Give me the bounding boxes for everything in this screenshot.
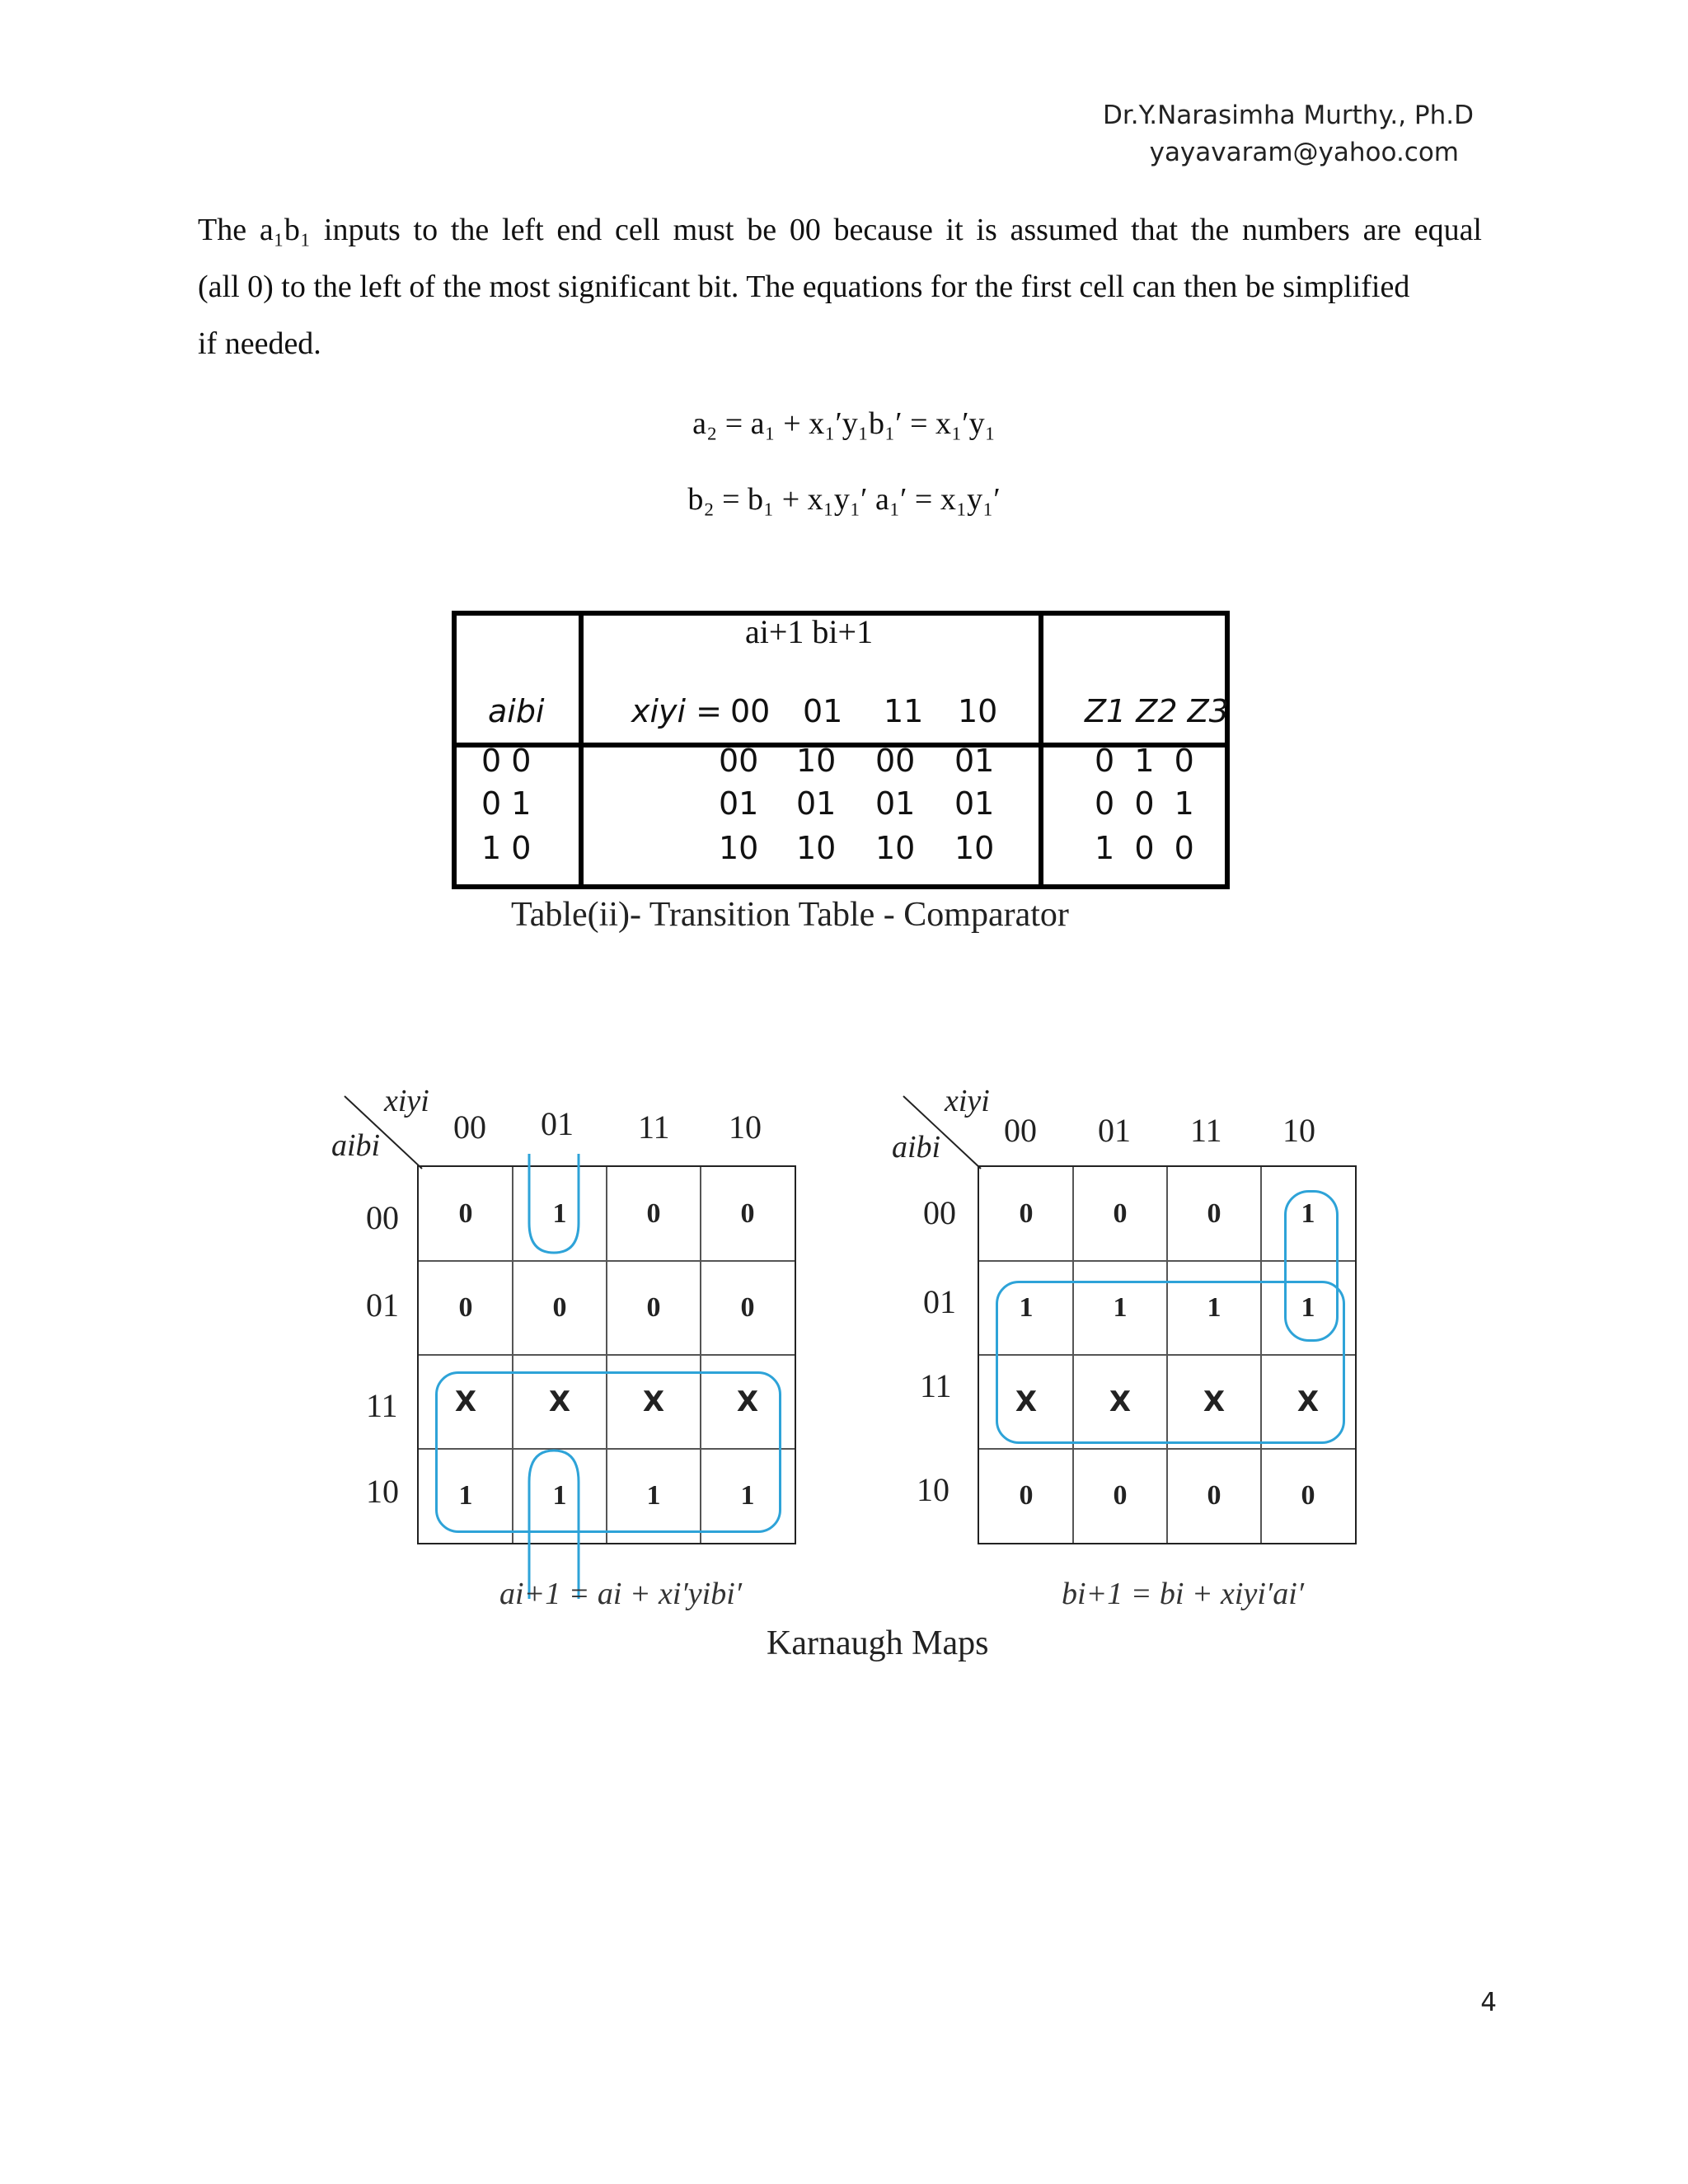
equation-a2: a₂ = a₁ + x₁′y₁b₁′ = x₁′y₁ [692, 406, 996, 441]
row-ab: 0 1 [481, 785, 532, 822]
row-z: 1 0 0 [1095, 830, 1194, 866]
row-next: 10 [954, 830, 995, 866]
kmap-row-label: 01 [923, 1283, 956, 1320]
kmap-col-label: 00 [1004, 1112, 1037, 1149]
kmap-cell: 1 [1019, 1292, 1034, 1323]
kmaps-caption: Karnaugh Maps [767, 1624, 989, 1662]
kmap-cell: X [548, 1385, 571, 1418]
row-next: 10 [796, 830, 837, 866]
kmap-col-var: xiyi [384, 1084, 429, 1118]
kmap-col-label: 10 [729, 1108, 762, 1146]
kmap-a [330, 1084, 824, 1624]
kmap-col-label: 11 [638, 1108, 670, 1146]
kmap-cell: 0 [1301, 1480, 1315, 1511]
kmap-group-loop [435, 1371, 781, 1533]
next-state-label: ai+1 bi+1 [745, 613, 874, 650]
kmap-row-label: 10 [917, 1471, 950, 1508]
kmap-row-label: 00 [923, 1194, 956, 1231]
row-next: 10 [875, 830, 916, 866]
author-name: Dr.Y.Narasimha Murthy., Ph.D [1102, 101, 1474, 130]
kmap-cell: X [1296, 1385, 1320, 1418]
row-next: 00 [875, 743, 916, 779]
xy-col-01: 01 [803, 693, 843, 729]
kmap-cell: 0 [1019, 1198, 1034, 1229]
page-number: 4 [1480, 1988, 1497, 2018]
kmap-cell: 0 [1019, 1480, 1034, 1511]
z-output-label: Z1 Z2 Z3 [1085, 693, 1229, 729]
kmap-col-var: xiyi [945, 1084, 990, 1118]
kmap-cell: X [1109, 1385, 1132, 1418]
row-z: 0 1 0 [1095, 743, 1194, 779]
row-z: 0 0 1 [1095, 785, 1194, 822]
row-next: 01 [954, 785, 995, 822]
kmap-cell: 0 [646, 1198, 661, 1229]
kmap-b [890, 1084, 1385, 1624]
kmap-cell: 1 [1113, 1292, 1128, 1323]
kmap-row-label: 00 [366, 1199, 399, 1236]
kmap-cell: 0 [1207, 1480, 1221, 1511]
kmap-cell: 0 [646, 1292, 661, 1323]
kmap-cell: X [1203, 1385, 1226, 1418]
row-ab: 0 0 [481, 743, 532, 779]
kmap-cell: 0 [552, 1292, 567, 1323]
kmap-row-var: aibi [892, 1130, 941, 1165]
row-next: 01 [719, 785, 759, 822]
kmap-col-label: 01 [541, 1105, 574, 1142]
xy-col-11: 11 [884, 693, 924, 729]
kmap-cell: 1 [740, 1480, 755, 1511]
kmap-cell: 1 [458, 1480, 473, 1511]
kmap-cell: 1 [552, 1480, 567, 1511]
kmap-col-label: 01 [1098, 1112, 1131, 1149]
paragraph-line: The a₁b₁ inputs to the left end cell must be 00 because it is assumed that the numbers are equal [198, 213, 1482, 247]
kmap-cell: 1 [1301, 1292, 1315, 1323]
xy-col-10: 10 [958, 693, 998, 729]
row-ab: 1 0 [481, 830, 532, 866]
kmap-cell: 0 [1113, 1198, 1128, 1229]
kmap-cell: X [1015, 1385, 1038, 1418]
kmap-group-loop [519, 1154, 602, 1599]
page-header [1103, 97, 1474, 171]
xy-column-label: xiyi = [631, 693, 723, 729]
kmap-cell: 1 [1207, 1292, 1221, 1323]
kmap-cell: 0 [1207, 1198, 1221, 1229]
table-divider [1039, 611, 1043, 889]
kmap-cell: 0 [740, 1198, 755, 1229]
kmap-cell: 1 [552, 1198, 567, 1229]
paragraph-line: if needed. [198, 326, 321, 361]
equation-b2: b₂ = b₁ + x₁y₁′ a₁′ = x₁y₁′ [687, 482, 1001, 517]
kmap-function: bi+1 = bi + xiyi′ai′ [1062, 1577, 1305, 1611]
row-next: 10 [796, 743, 837, 779]
xy-col-00: 00 [730, 693, 771, 729]
kmap-cell: 1 [646, 1480, 661, 1511]
kmap-cell: 0 [1113, 1480, 1128, 1511]
kmap-col-label: 10 [1282, 1112, 1315, 1149]
paragraph-line: (all 0) to the left of the most significant bit. The equations for the first cell can then be simplified [198, 269, 1410, 304]
row-next: 01 [796, 785, 837, 822]
table-divider [579, 611, 584, 889]
kmap-cell: X [454, 1385, 477, 1418]
body-paragraph [198, 202, 1482, 373]
kmap-group-loop [1284, 1190, 1339, 1342]
table-caption: Table(ii)- Transition Table - Comparator [511, 896, 1069, 934]
kmap-row-label: 11 [920, 1367, 952, 1404]
row-next: 00 [719, 743, 759, 779]
kmap-row-label: 11 [366, 1387, 398, 1424]
kmap-row-var: aibi [331, 1128, 381, 1163]
kmap-cell: 0 [740, 1292, 755, 1323]
row-next: 10 [719, 830, 759, 866]
transition-table [452, 611, 1230, 889]
ab-column-label: aibi [488, 693, 545, 729]
kmap-row-label: 10 [366, 1473, 399, 1510]
kmap-cell: 1 [1301, 1198, 1315, 1229]
kmap-function: ai+1 = ai + xi′yibi′ [499, 1577, 743, 1611]
kmap-row-label: 01 [366, 1286, 399, 1324]
kmap-col-label: 11 [1190, 1112, 1222, 1149]
kmap-col-label: 00 [453, 1108, 486, 1146]
author-email: yayavaram@yahoo.com [1149, 138, 1459, 167]
next-state-header [745, 612, 873, 651]
row-next: 01 [954, 743, 995, 779]
kmap-cell: X [736, 1385, 759, 1418]
kmap-cell: 0 [458, 1198, 473, 1229]
kmap-cell: 0 [458, 1292, 473, 1323]
row-next: 01 [875, 785, 916, 822]
kmap-cell: X [642, 1385, 665, 1418]
